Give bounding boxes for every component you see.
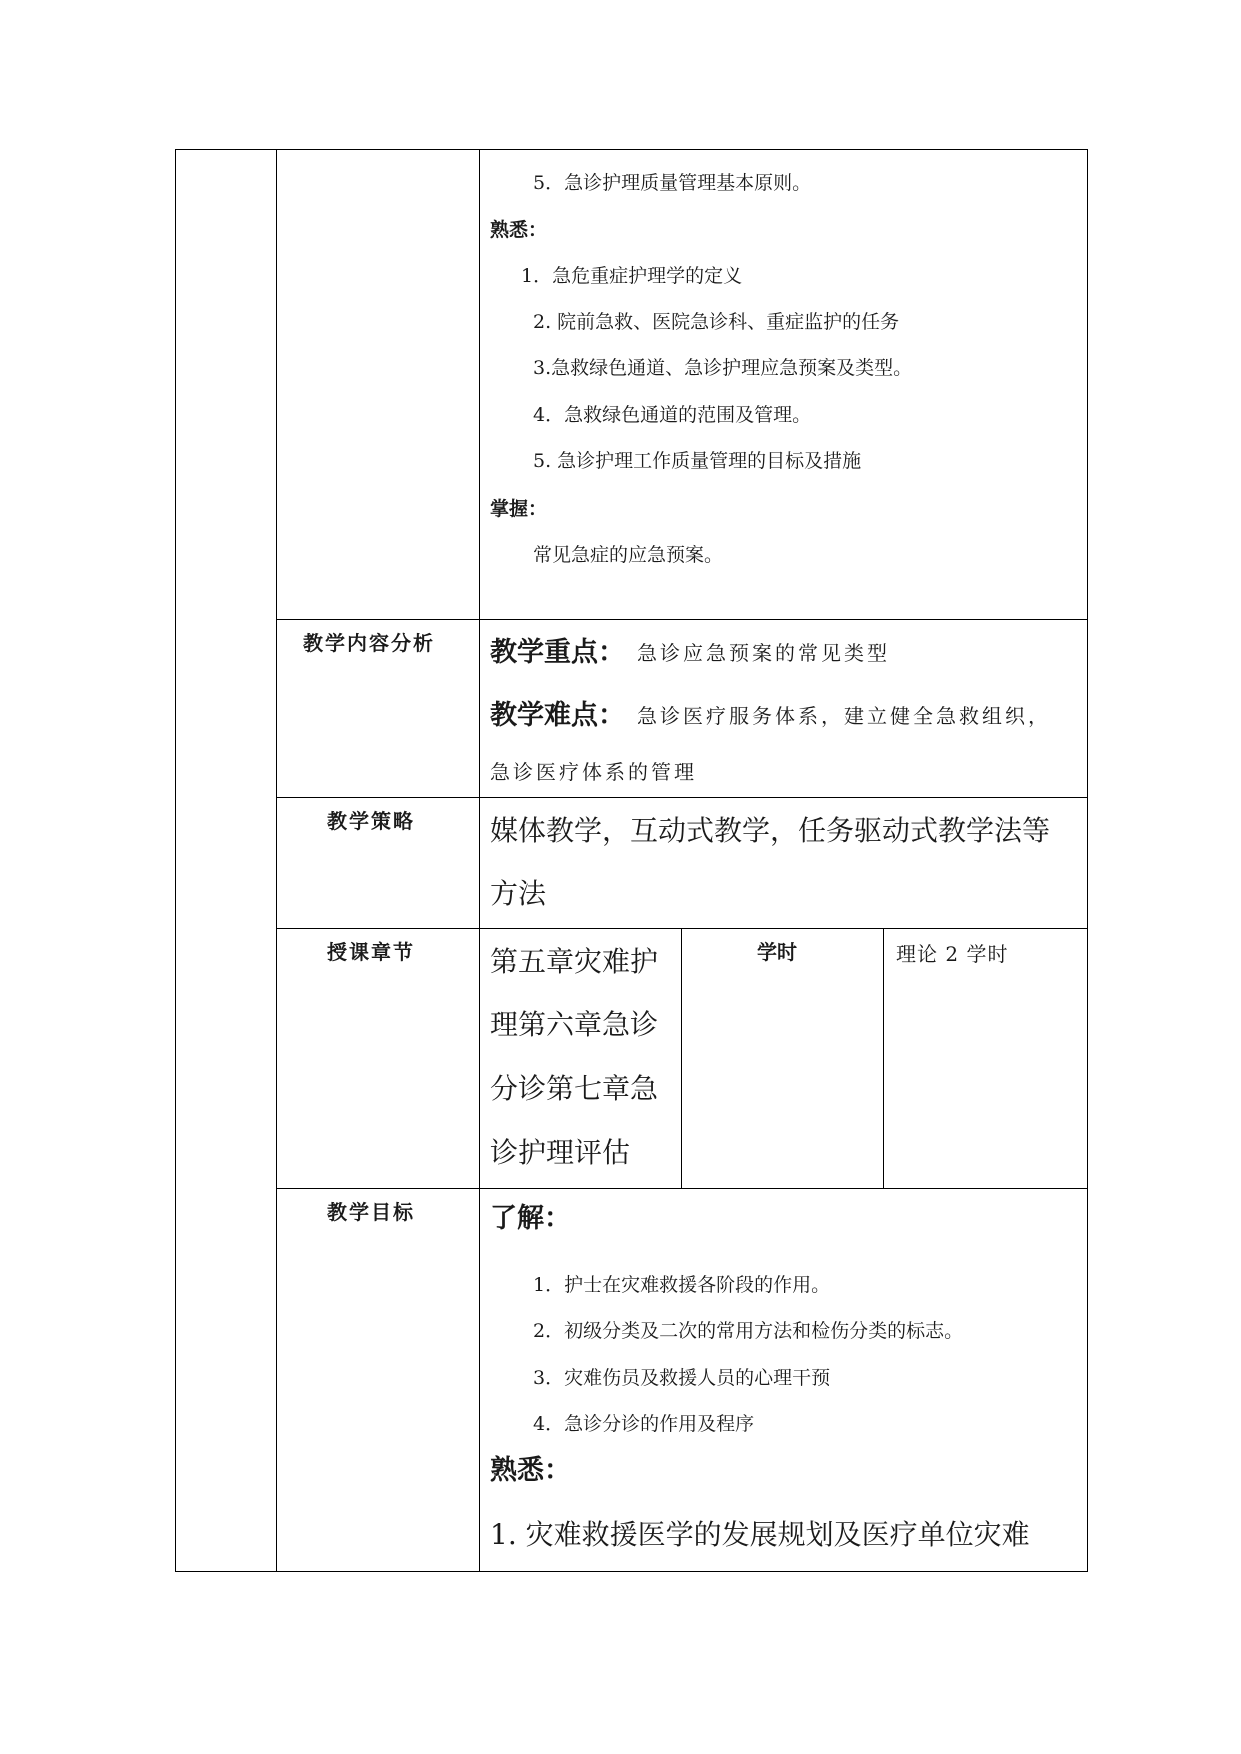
objectives-label: 教学目标: [327, 1200, 415, 1224]
understand-item-3: 3．灾难伤员及救援人员的心理干预: [533, 1367, 831, 1389]
table-col-divider-1: [276, 149, 277, 1572]
objectives-familiar-heading: 熟悉：: [490, 1455, 571, 1486]
top-familiar-item-2: 2. 院前急救、医院急诊科、重症监护的任务: [533, 311, 900, 333]
key-point-label: 教学重点：: [490, 637, 625, 668]
row-divider-strategy: [276, 797, 1088, 798]
understand-item-1: 1．护士在灾难救援各阶段的作用。: [533, 1274, 831, 1296]
hours-label: 学时: [757, 940, 797, 964]
strategy-text-line-1: 媒体教学，互动式教学，任务驱动式教学法等: [490, 814, 1051, 847]
top-master-heading: 掌握：: [490, 498, 548, 520]
top-familiar-item-5: 5. 急诊护理工作质量管理的目标及措施: [533, 450, 862, 472]
top-familiar-heading: 熟悉：: [490, 219, 548, 241]
chapter-text-line-2: 理第六章急诊: [490, 1008, 659, 1041]
difficulty-text-line-1: 急诊医疗服务体系，建立健全急救组织，: [637, 704, 1051, 728]
row-divider-objectives: [276, 1188, 1088, 1189]
strategy-label: 教学策略: [327, 809, 415, 833]
chapter-text-line-3: 分诊第七章急: [490, 1072, 659, 1105]
key-point-text: 急诊应急预案的常见类型: [637, 641, 890, 665]
top-familiar-item-1: 1．急危重症护理学的定义: [521, 265, 743, 287]
understand-heading: 了解：: [490, 1203, 571, 1234]
table-right-border: [1087, 149, 1088, 1572]
difficulty-label: 教学难点：: [490, 700, 625, 731]
objectives-familiar-item-1: 1. 灾难救援医学的发展规划及医疗单位灾难: [490, 1518, 1030, 1551]
table-left-border: [175, 149, 176, 1572]
chapter-col-divider-1: [681, 928, 682, 1188]
chapter-text-line-1: 第五章灾难护: [490, 945, 659, 978]
chapter-col-divider-2: [883, 928, 884, 1188]
chapter-label: 授课章节: [327, 940, 415, 964]
content-analysis-label: 教学内容分析: [303, 631, 435, 655]
top-familiar-item-4: 4．急救绿色通道的范围及管理。: [533, 404, 812, 426]
strategy-text-line-2: 方法: [490, 877, 547, 910]
table-top-border: [175, 149, 1088, 150]
understand-item-2: 2．初级分类及二次的常用方法和检伤分类的标志。: [533, 1320, 964, 1342]
top-master-item-1: 常见急症的应急预案。: [533, 544, 724, 566]
chapter-text-line-4: 诊护理评估: [490, 1136, 631, 1169]
understand-item-4: 4．急诊分诊的作用及程序: [533, 1413, 755, 1435]
difficulty-text-line-2: 急诊医疗体系的管理: [490, 760, 697, 784]
table-bottom-border: [175, 1571, 1088, 1572]
top-item-5: 5．急诊护理质量管理基本原则。: [533, 172, 812, 194]
top-familiar-item-3: 3.急救绿色通道、急诊护理应急预案及类型。: [533, 357, 913, 379]
row-divider-analysis: [276, 619, 1088, 620]
table-col-divider-2: [479, 149, 480, 1572]
hours-value: 理论 2 学时: [896, 942, 1009, 966]
